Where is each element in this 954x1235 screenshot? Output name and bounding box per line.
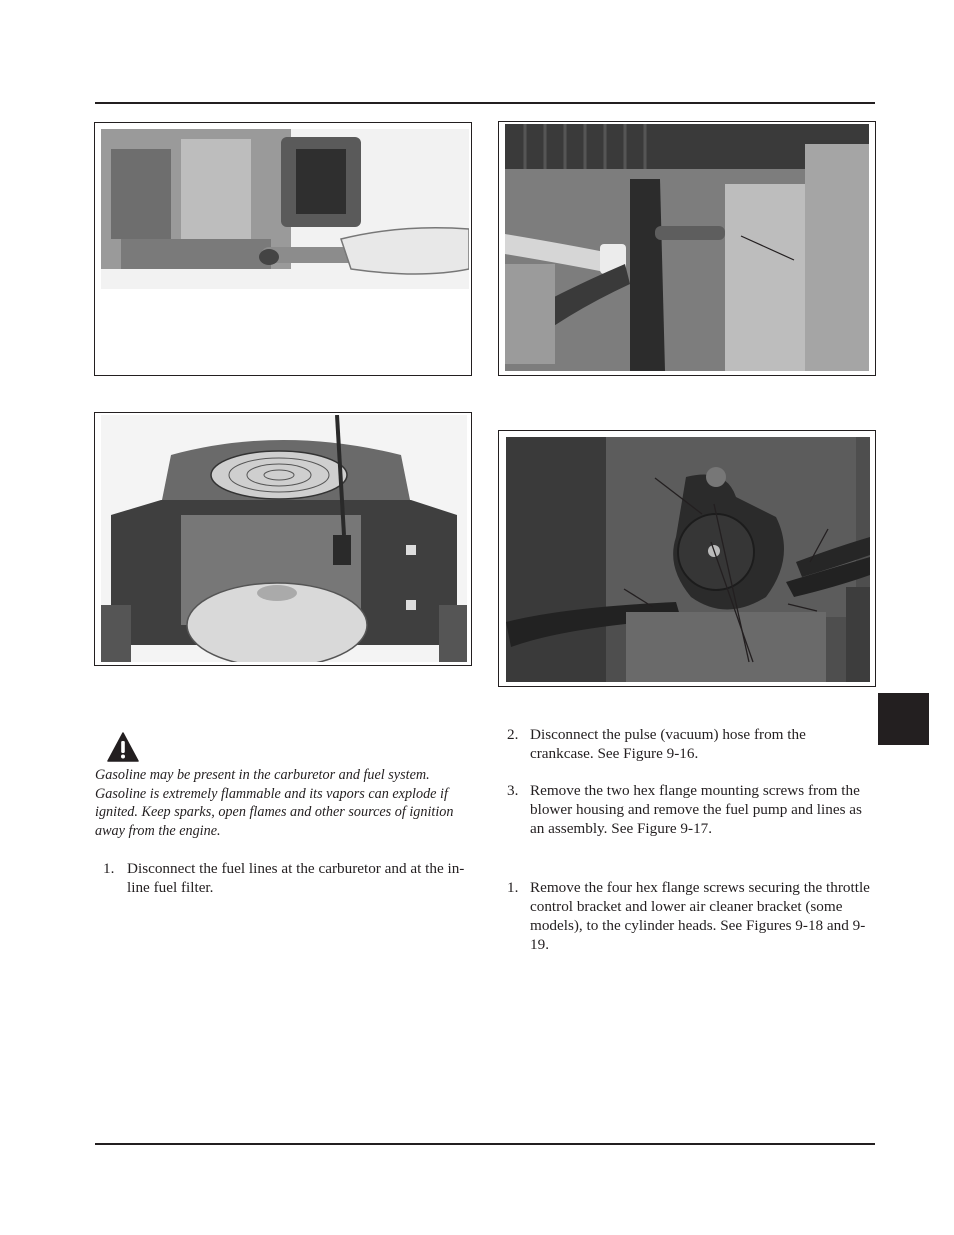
list-item bbox=[507, 878, 877, 958]
step-text: Disconnect the pulse (vacuum) hose from the crankcase. See Figure 9-16. bbox=[530, 726, 806, 762]
warning-triangle-icon bbox=[107, 732, 139, 762]
photo-wrench-engine bbox=[101, 129, 469, 289]
list-item bbox=[507, 725, 877, 765]
figure-blower-housing bbox=[94, 412, 472, 666]
list-item bbox=[103, 859, 473, 899]
warning-text: Gasoline may be present in the carburetor and fuel system. Gasoline is extremely flammable and its vapors can explode if ignited. Keep sparks, open flames and other sources of ignition away from the engine. bbox=[95, 767, 454, 839]
header-rule bbox=[95, 102, 875, 104]
step-number: 3. bbox=[507, 782, 519, 799]
step-text: Disconnect the fuel lines at the carburetor and at the in-line fuel filter. bbox=[127, 860, 465, 896]
list-item bbox=[507, 781, 877, 841]
figure-wrench-engine bbox=[94, 122, 472, 376]
footer-rule bbox=[95, 1143, 875, 1145]
step-text: Remove the four hex flange screws securing the throttle control bracket and lower air cleaner bracket (some models), to the cylinder heads. See Figures 9-18 and 9-19. bbox=[530, 879, 870, 953]
step-text: Remove the two hex flange mounting screws from the blower housing and remove the fuel pump and lines as an assembly. See Figure 9-17. bbox=[530, 782, 862, 837]
photo-fuel-pump bbox=[506, 437, 870, 682]
photo-pulse-hose bbox=[505, 124, 869, 371]
photo-blower-housing bbox=[101, 415, 467, 662]
section-tab bbox=[878, 693, 929, 745]
figure-pulse-hose bbox=[498, 121, 876, 376]
figure-fuel-pump bbox=[498, 430, 876, 687]
step-number: 1. bbox=[103, 860, 115, 877]
step-number: 1. bbox=[507, 879, 519, 896]
step-number: 2. bbox=[507, 726, 519, 743]
